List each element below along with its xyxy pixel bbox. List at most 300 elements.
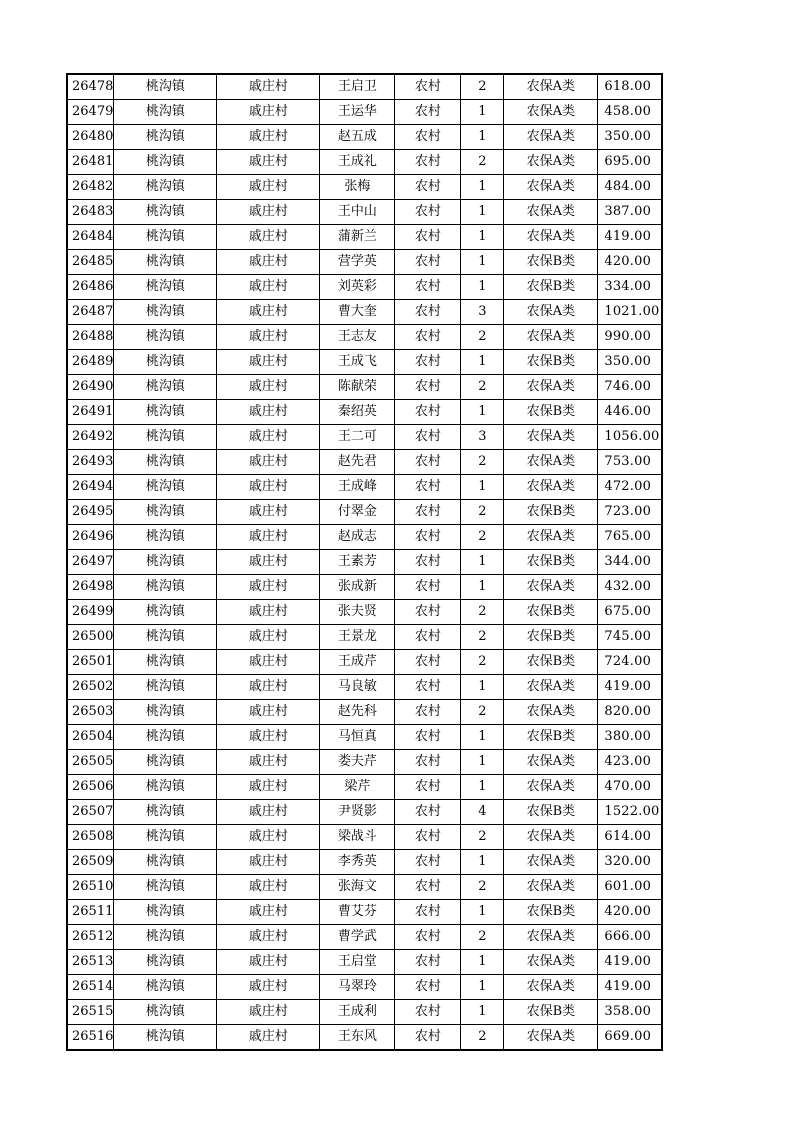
table-row: [67, 950, 662, 975]
amount-cell: 419.00: [598, 975, 662, 1000]
amount-cell: 344.00: [598, 550, 662, 575]
category-cell: 农保B类: [504, 800, 598, 825]
category-cell: 农保A类: [504, 1025, 598, 1051]
record-id-cell: 26488: [67, 325, 114, 350]
amount-cell: 350.00: [598, 350, 662, 375]
town-cell: 桃沟镇: [114, 750, 217, 775]
amount-cell: 601.00: [598, 875, 662, 900]
household-count-cell: 1: [461, 100, 504, 125]
household-count-cell: 2: [461, 700, 504, 725]
area-type-cell: 农村: [395, 975, 461, 1000]
village-cell: 戚庄村: [217, 400, 320, 425]
table-row: [67, 500, 662, 525]
category-cell: 农保A类: [504, 575, 598, 600]
category-cell: 农保A类: [504, 775, 598, 800]
name-cell: 梁战斗: [320, 825, 395, 850]
table-row: [67, 300, 662, 325]
table-row: [67, 700, 662, 725]
data-table: [66, 73, 663, 1051]
table-row: [67, 825, 662, 850]
table-row: [67, 1000, 662, 1025]
household-count-cell: 1: [461, 350, 504, 375]
village-cell: 戚庄村: [217, 225, 320, 250]
table-row: [67, 400, 662, 425]
category-cell: 农保B类: [504, 625, 598, 650]
amount-cell: 1522.00: [598, 800, 662, 825]
table-row: [67, 250, 662, 275]
household-count-cell: 2: [461, 625, 504, 650]
category-cell: 农保A类: [504, 125, 598, 150]
category-cell: 农保A类: [504, 475, 598, 500]
household-count-cell: 4: [461, 800, 504, 825]
town-cell: 桃沟镇: [114, 775, 217, 800]
name-cell: 王运华: [320, 100, 395, 125]
table-row: [67, 775, 662, 800]
record-id-cell: 26502: [67, 675, 114, 700]
category-cell: 农保B类: [504, 550, 598, 575]
table-row: [67, 450, 662, 475]
category-cell: 农保A类: [504, 225, 598, 250]
record-id-cell: 26508: [67, 825, 114, 850]
table-row: [67, 750, 662, 775]
amount-cell: 419.00: [598, 950, 662, 975]
amount-cell: 745.00: [598, 625, 662, 650]
table-row: [67, 225, 662, 250]
table-row: [67, 175, 662, 200]
name-cell: 营学英: [320, 250, 395, 275]
town-cell: 桃沟镇: [114, 875, 217, 900]
village-cell: 戚庄村: [217, 175, 320, 200]
record-id-cell: 26494: [67, 475, 114, 500]
town-cell: 桃沟镇: [114, 725, 217, 750]
town-cell: 桃沟镇: [114, 850, 217, 875]
household-count-cell: 1: [461, 275, 504, 300]
household-count-cell: 1: [461, 1000, 504, 1025]
area-type-cell: 农村: [395, 750, 461, 775]
town-cell: 桃沟镇: [114, 1000, 217, 1025]
category-cell: 农保B类: [504, 900, 598, 925]
table-body: [67, 74, 662, 1050]
household-count-cell: 1: [461, 250, 504, 275]
category-cell: 农保A类: [504, 450, 598, 475]
category-cell: 农保A类: [504, 675, 598, 700]
town-cell: 桃沟镇: [114, 650, 217, 675]
household-count-cell: 1: [461, 775, 504, 800]
town-cell: 桃沟镇: [114, 800, 217, 825]
area-type-cell: 农村: [395, 825, 461, 850]
category-cell: 农保A类: [504, 325, 598, 350]
village-cell: 戚庄村: [217, 325, 320, 350]
area-type-cell: 农村: [395, 475, 461, 500]
household-count-cell: 3: [461, 425, 504, 450]
amount-cell: 472.00: [598, 475, 662, 500]
area-type-cell: 农村: [395, 925, 461, 950]
amount-cell: 380.00: [598, 725, 662, 750]
village-cell: 戚庄村: [217, 825, 320, 850]
record-id-cell: 26485: [67, 250, 114, 275]
table-row: [67, 150, 662, 175]
village-cell: 戚庄村: [217, 125, 320, 150]
town-cell: 桃沟镇: [114, 200, 217, 225]
table-row: [67, 325, 662, 350]
town-cell: 桃沟镇: [114, 74, 217, 100]
name-cell: 马翠玲: [320, 975, 395, 1000]
record-id-cell: 26486: [67, 275, 114, 300]
area-type-cell: 农村: [395, 325, 461, 350]
name-cell: 尹贤影: [320, 800, 395, 825]
amount-cell: 724.00: [598, 650, 662, 675]
village-cell: 戚庄村: [217, 675, 320, 700]
household-count-cell: 2: [461, 74, 504, 100]
category-cell: 农保B类: [504, 650, 598, 675]
village-cell: 戚庄村: [217, 575, 320, 600]
category-cell: 农保A类: [504, 150, 598, 175]
table-row: [67, 925, 662, 950]
record-id-cell: 26516: [67, 1025, 114, 1051]
village-cell: 戚庄村: [217, 425, 320, 450]
village-cell: 戚庄村: [217, 800, 320, 825]
table-row: [67, 875, 662, 900]
village-cell: 戚庄村: [217, 450, 320, 475]
town-cell: 桃沟镇: [114, 575, 217, 600]
town-cell: 桃沟镇: [114, 350, 217, 375]
area-type-cell: 农村: [395, 1000, 461, 1025]
village-cell: 戚庄村: [217, 275, 320, 300]
table-row: [67, 800, 662, 825]
table-row: [67, 900, 662, 925]
area-type-cell: 农村: [395, 125, 461, 150]
record-id-cell: 26484: [67, 225, 114, 250]
area-type-cell: 农村: [395, 850, 461, 875]
name-cell: 王成利: [320, 1000, 395, 1025]
town-cell: 桃沟镇: [114, 625, 217, 650]
household-count-cell: 1: [461, 400, 504, 425]
area-type-cell: 农村: [395, 600, 461, 625]
category-cell: 农保A类: [504, 425, 598, 450]
area-type-cell: 农村: [395, 950, 461, 975]
area-type-cell: 农村: [395, 525, 461, 550]
record-id-cell: 26491: [67, 400, 114, 425]
amount-cell: 666.00: [598, 925, 662, 950]
village-cell: 戚庄村: [217, 750, 320, 775]
name-cell: 张梅: [320, 175, 395, 200]
record-id-cell: 26481: [67, 150, 114, 175]
town-cell: 桃沟镇: [114, 425, 217, 450]
amount-cell: 419.00: [598, 225, 662, 250]
record-id-cell: 26496: [67, 525, 114, 550]
category-cell: 农保A类: [504, 375, 598, 400]
name-cell: 陈献荣: [320, 375, 395, 400]
area-type-cell: 农村: [395, 450, 461, 475]
household-count-cell: 1: [461, 125, 504, 150]
record-id-cell: 26492: [67, 425, 114, 450]
town-cell: 桃沟镇: [114, 125, 217, 150]
village-cell: 戚庄村: [217, 875, 320, 900]
record-id-cell: 26512: [67, 925, 114, 950]
area-type-cell: 农村: [395, 775, 461, 800]
table-row: [67, 275, 662, 300]
category-cell: 农保B类: [504, 350, 598, 375]
village-cell: 戚庄村: [217, 850, 320, 875]
name-cell: 曹艾芬: [320, 900, 395, 925]
name-cell: 曹大奎: [320, 300, 395, 325]
household-count-cell: 2: [461, 925, 504, 950]
household-count-cell: 2: [461, 875, 504, 900]
name-cell: 王景龙: [320, 625, 395, 650]
table-row: [67, 100, 662, 125]
name-cell: 赵先君: [320, 450, 395, 475]
household-count-cell: 2: [461, 650, 504, 675]
table-row: [67, 625, 662, 650]
name-cell: 秦绍英: [320, 400, 395, 425]
village-cell: 戚庄村: [217, 350, 320, 375]
amount-cell: 765.00: [598, 525, 662, 550]
village-cell: 戚庄村: [217, 975, 320, 1000]
village-cell: 戚庄村: [217, 550, 320, 575]
record-id-cell: 26482: [67, 175, 114, 200]
category-cell: 农保A类: [504, 100, 598, 125]
amount-cell: 320.00: [598, 850, 662, 875]
household-count-cell: 3: [461, 300, 504, 325]
household-count-cell: 2: [461, 600, 504, 625]
table-row: [67, 725, 662, 750]
area-type-cell: 农村: [395, 275, 461, 300]
town-cell: 桃沟镇: [114, 950, 217, 975]
town-cell: 桃沟镇: [114, 100, 217, 125]
category-cell: 农保A类: [504, 750, 598, 775]
area-type-cell: 农村: [395, 575, 461, 600]
town-cell: 桃沟镇: [114, 175, 217, 200]
table-row: [67, 525, 662, 550]
area-type-cell: 农村: [395, 175, 461, 200]
village-cell: 戚庄村: [217, 625, 320, 650]
area-type-cell: 农村: [395, 74, 461, 100]
category-cell: 农保B类: [504, 400, 598, 425]
amount-cell: 470.00: [598, 775, 662, 800]
town-cell: 桃沟镇: [114, 500, 217, 525]
amount-cell: 432.00: [598, 575, 662, 600]
amount-cell: 446.00: [598, 400, 662, 425]
name-cell: 张海文: [320, 875, 395, 900]
town-cell: 桃沟镇: [114, 550, 217, 575]
category-cell: 农保A类: [504, 200, 598, 225]
amount-cell: 458.00: [598, 100, 662, 125]
village-cell: 戚庄村: [217, 700, 320, 725]
category-cell: 农保A类: [504, 975, 598, 1000]
town-cell: 桃沟镇: [114, 925, 217, 950]
amount-cell: 614.00: [598, 825, 662, 850]
village-cell: 戚庄村: [217, 1000, 320, 1025]
area-type-cell: 农村: [395, 800, 461, 825]
record-id-cell: 26514: [67, 975, 114, 1000]
record-id-cell: 26510: [67, 875, 114, 900]
household-count-cell: 1: [461, 225, 504, 250]
area-type-cell: 农村: [395, 300, 461, 325]
category-cell: 农保A类: [504, 925, 598, 950]
category-cell: 农保A类: [504, 700, 598, 725]
name-cell: 张成新: [320, 575, 395, 600]
record-id-cell: 26501: [67, 650, 114, 675]
record-id-cell: 26483: [67, 200, 114, 225]
category-cell: 农保B类: [504, 500, 598, 525]
amount-cell: 753.00: [598, 450, 662, 475]
village-cell: 戚庄村: [217, 475, 320, 500]
name-cell: 付翠金: [320, 500, 395, 525]
category-cell: 农保A类: [504, 850, 598, 875]
name-cell: 赵五成: [320, 125, 395, 150]
category-cell: 农保A类: [504, 74, 598, 100]
table-row: [67, 375, 662, 400]
village-cell: 戚庄村: [217, 100, 320, 125]
area-type-cell: 农村: [395, 550, 461, 575]
record-id-cell: 26509: [67, 850, 114, 875]
name-cell: 王素芳: [320, 550, 395, 575]
town-cell: 桃沟镇: [114, 300, 217, 325]
record-id-cell: 26495: [67, 500, 114, 525]
record-id-cell: 26490: [67, 375, 114, 400]
table-row: [67, 125, 662, 150]
amount-cell: 423.00: [598, 750, 662, 775]
table-row: [67, 475, 662, 500]
area-type-cell: 农村: [395, 625, 461, 650]
household-count-cell: 1: [461, 200, 504, 225]
table-row: [67, 74, 662, 100]
town-cell: 桃沟镇: [114, 325, 217, 350]
record-id-cell: 26480: [67, 125, 114, 150]
record-id-cell: 26511: [67, 900, 114, 925]
record-id-cell: 26505: [67, 750, 114, 775]
table-row: [67, 550, 662, 575]
household-count-cell: 1: [461, 900, 504, 925]
record-id-cell: 26504: [67, 725, 114, 750]
record-id-cell: 26499: [67, 600, 114, 625]
household-count-cell: 2: [461, 150, 504, 175]
household-count-cell: 1: [461, 975, 504, 1000]
category-cell: 农保A类: [504, 875, 598, 900]
name-cell: 王成峰: [320, 475, 395, 500]
category-cell: 农保B类: [504, 600, 598, 625]
household-count-cell: 2: [461, 450, 504, 475]
area-type-cell: 农村: [395, 150, 461, 175]
category-cell: 农保A类: [504, 825, 598, 850]
town-cell: 桃沟镇: [114, 975, 217, 1000]
name-cell: 王志友: [320, 325, 395, 350]
amount-cell: 695.00: [598, 150, 662, 175]
name-cell: 王成礼: [320, 150, 395, 175]
amount-cell: 675.00: [598, 600, 662, 625]
record-id-cell: 26489: [67, 350, 114, 375]
town-cell: 桃沟镇: [114, 375, 217, 400]
record-id-cell: 26500: [67, 625, 114, 650]
record-id-cell: 26506: [67, 775, 114, 800]
amount-cell: 358.00: [598, 1000, 662, 1025]
household-count-cell: 1: [461, 550, 504, 575]
name-cell: 赵先科: [320, 700, 395, 725]
village-cell: 戚庄村: [217, 600, 320, 625]
area-type-cell: 农村: [395, 700, 461, 725]
category-cell: 农保B类: [504, 275, 598, 300]
village-cell: 戚庄村: [217, 300, 320, 325]
amount-cell: 419.00: [598, 675, 662, 700]
town-cell: 桃沟镇: [114, 1025, 217, 1051]
category-cell: 农保A类: [504, 175, 598, 200]
area-type-cell: 农村: [395, 100, 461, 125]
name-cell: 曹学武: [320, 925, 395, 950]
table-row: [67, 425, 662, 450]
name-cell: 王启卫: [320, 74, 395, 100]
name-cell: 蒲新兰: [320, 225, 395, 250]
category-cell: 农保B类: [504, 250, 598, 275]
area-type-cell: 农村: [395, 650, 461, 675]
amount-cell: 723.00: [598, 500, 662, 525]
amount-cell: 350.00: [598, 125, 662, 150]
area-type-cell: 农村: [395, 400, 461, 425]
household-count-cell: 1: [461, 575, 504, 600]
village-cell: 戚庄村: [217, 1025, 320, 1051]
table-row: [67, 1025, 662, 1051]
village-cell: 戚庄村: [217, 900, 320, 925]
record-id-cell: 26493: [67, 450, 114, 475]
village-cell: 戚庄村: [217, 500, 320, 525]
area-type-cell: 农村: [395, 1025, 461, 1051]
name-cell: 王成芹: [320, 650, 395, 675]
category-cell: 农保B类: [504, 1000, 598, 1025]
name-cell: 娄夫芹: [320, 750, 395, 775]
village-cell: 戚庄村: [217, 925, 320, 950]
amount-cell: 420.00: [598, 900, 662, 925]
amount-cell: 820.00: [598, 700, 662, 725]
category-cell: 农保B类: [504, 725, 598, 750]
village-cell: 戚庄村: [217, 74, 320, 100]
amount-cell: 990.00: [598, 325, 662, 350]
name-cell: 梁芹: [320, 775, 395, 800]
village-cell: 戚庄村: [217, 650, 320, 675]
amount-cell: 1021.00: [598, 300, 662, 325]
name-cell: 王启堂: [320, 950, 395, 975]
village-cell: 戚庄村: [217, 200, 320, 225]
area-type-cell: 农村: [395, 900, 461, 925]
table-row: [67, 200, 662, 225]
household-count-cell: 1: [461, 175, 504, 200]
amount-cell: 420.00: [598, 250, 662, 275]
town-cell: 桃沟镇: [114, 525, 217, 550]
table-row: [67, 650, 662, 675]
town-cell: 桃沟镇: [114, 700, 217, 725]
area-type-cell: 农村: [395, 250, 461, 275]
town-cell: 桃沟镇: [114, 900, 217, 925]
household-count-cell: 1: [461, 950, 504, 975]
household-count-cell: 1: [461, 675, 504, 700]
name-cell: 王东风: [320, 1025, 395, 1051]
table-row: [67, 675, 662, 700]
town-cell: 桃沟镇: [114, 675, 217, 700]
record-id-cell: 26487: [67, 300, 114, 325]
name-cell: 张夫贤: [320, 600, 395, 625]
area-type-cell: 农村: [395, 725, 461, 750]
household-count-cell: 1: [461, 725, 504, 750]
area-type-cell: 农村: [395, 675, 461, 700]
record-id-cell: 26513: [67, 950, 114, 975]
amount-cell: 746.00: [598, 375, 662, 400]
town-cell: 桃沟镇: [114, 400, 217, 425]
amount-cell: 1056.00: [598, 425, 662, 450]
household-count-cell: 2: [461, 375, 504, 400]
name-cell: 王二可: [320, 425, 395, 450]
village-cell: 戚庄村: [217, 250, 320, 275]
household-count-cell: 2: [461, 325, 504, 350]
town-cell: 桃沟镇: [114, 475, 217, 500]
category-cell: 农保A类: [504, 300, 598, 325]
